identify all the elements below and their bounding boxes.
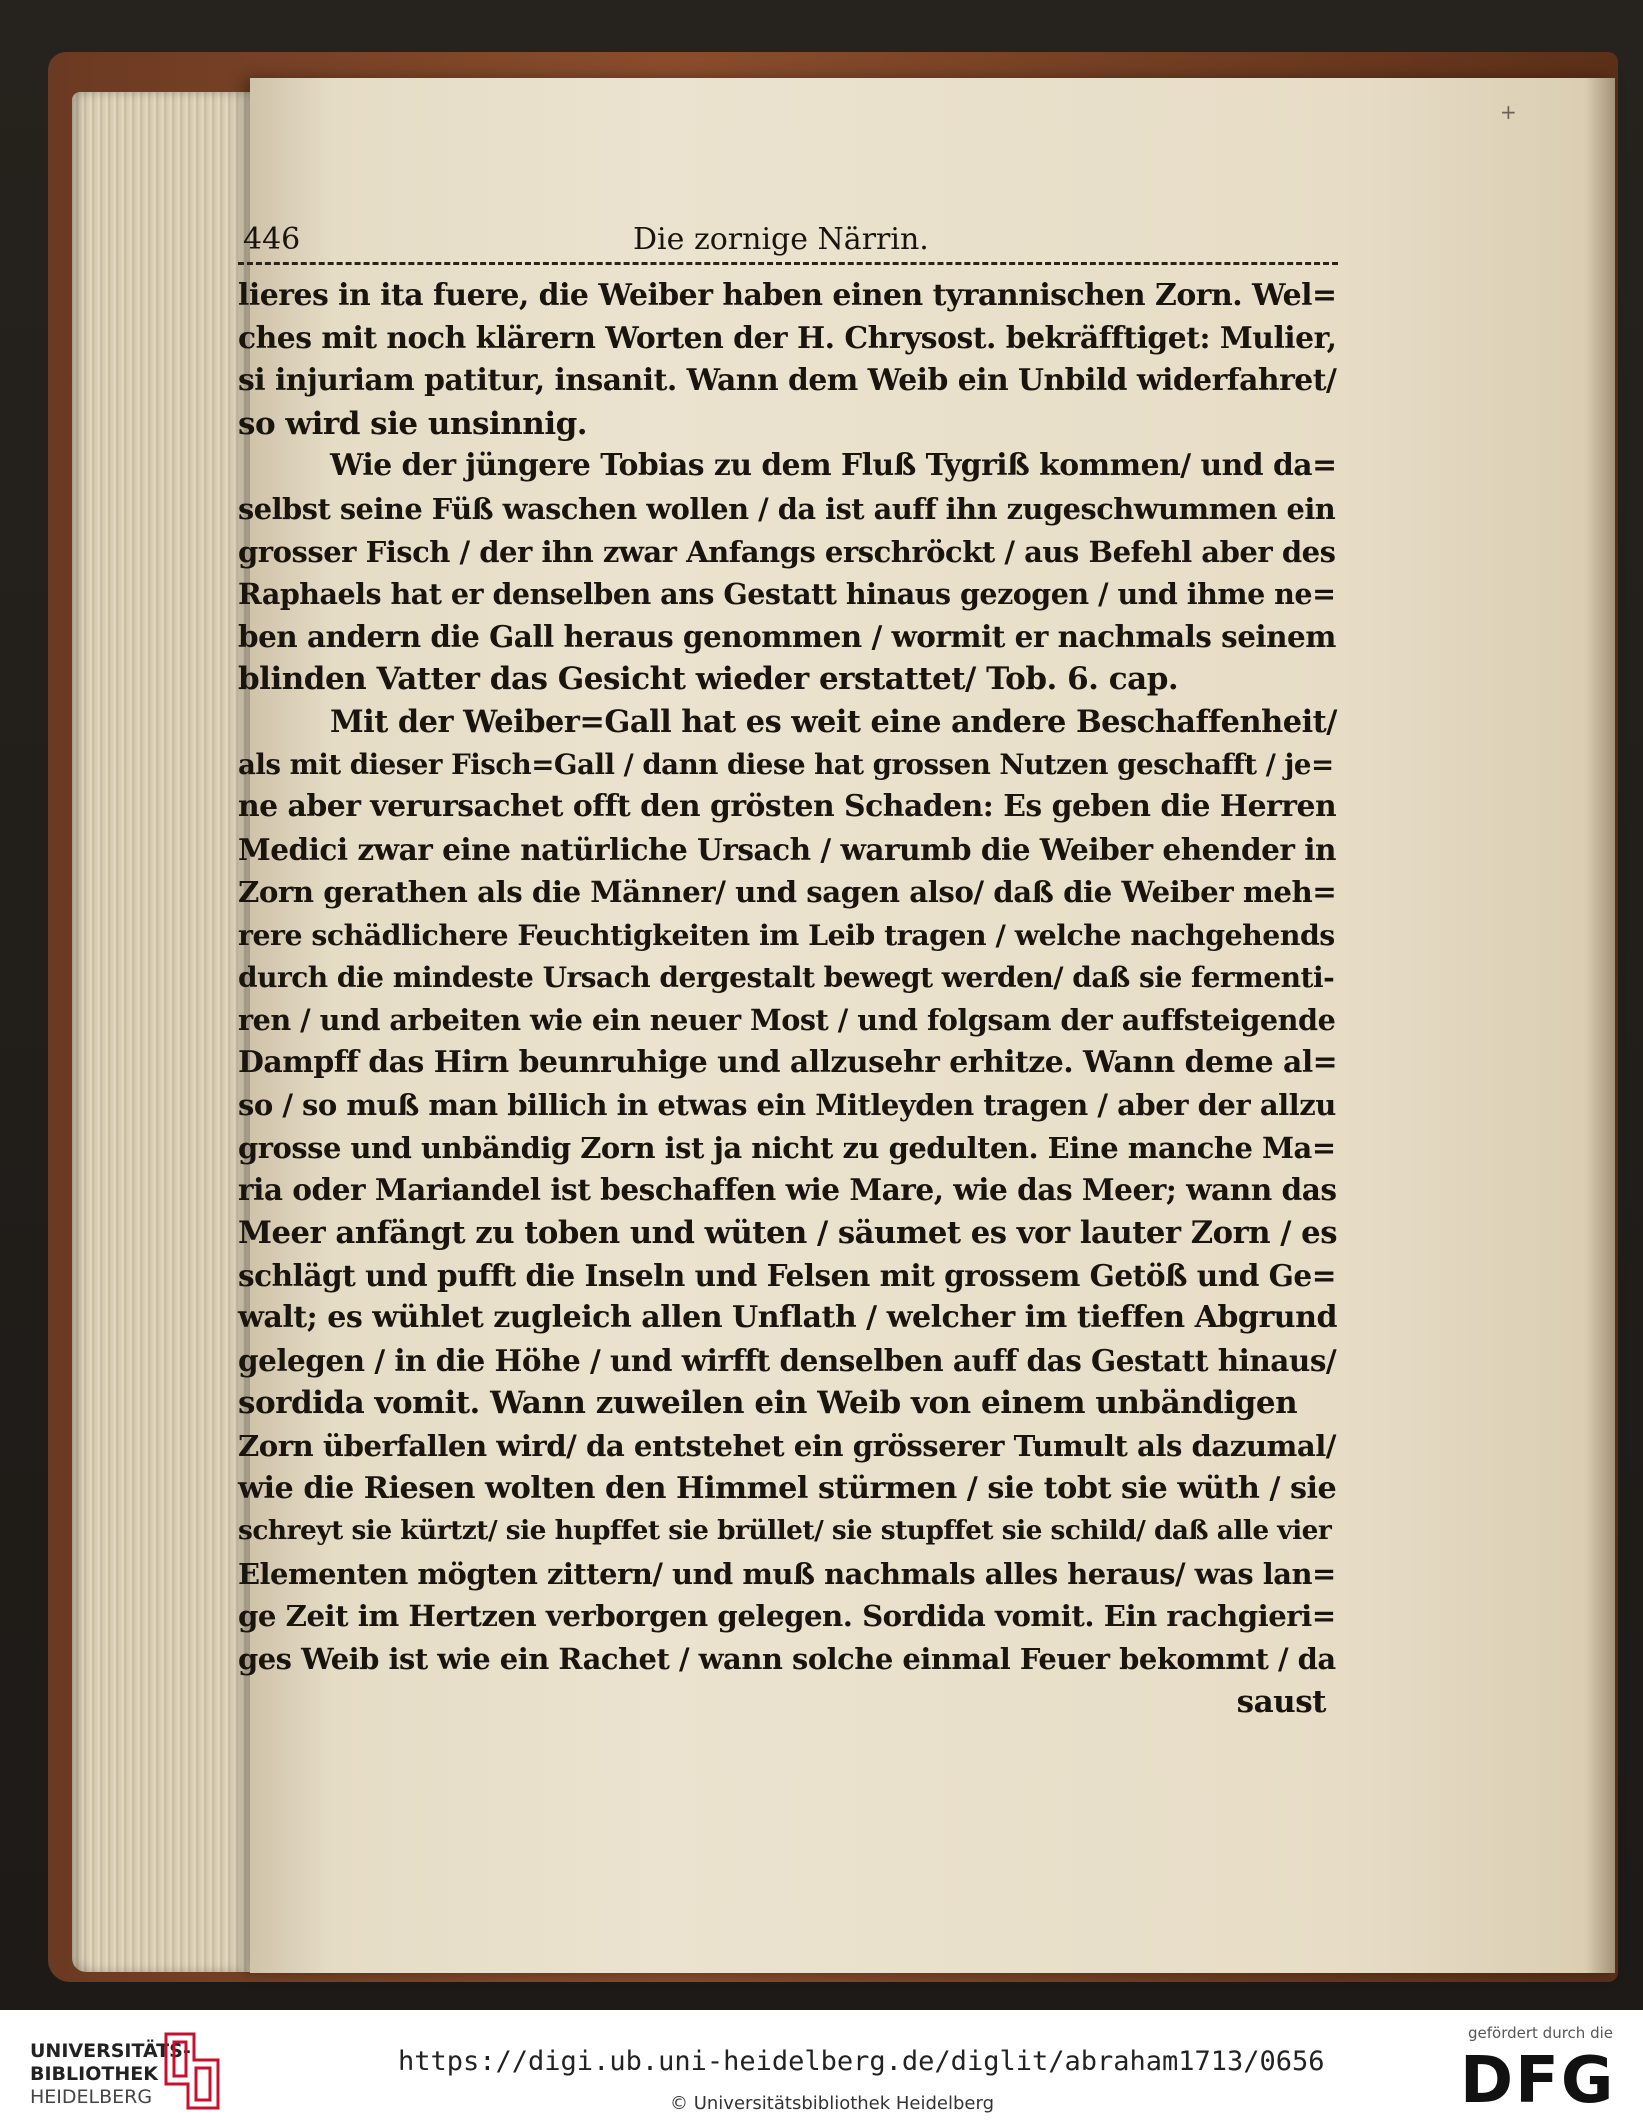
page-gutter (1585, 78, 1615, 1973)
text-line: Medici zwar eine natürliche Ursach / warumb die Weiber ehender in (238, 831, 1336, 867)
funded-by-label: gefördert durch die (1468, 2024, 1613, 2042)
dfg-logo: DFG (1460, 2044, 1616, 2118)
text-line: Zorn gerathen als die Männer/ und sagen also/ daß die Weiber meh= (238, 875, 1337, 910)
library-name-line3: HEIDELBERG (30, 2086, 153, 2108)
running-head-title: Die zornige Närrin. (633, 222, 929, 257)
body-text (238, 275, 1338, 1681)
text-line: gelegen / in die Höhe / und wirfft denselben auff das Gestatt hinaus/ (238, 1342, 1337, 1378)
text-line: sordida vomit. Wann zuweilen ein Weib von einem unbändigen (238, 1385, 1298, 1422)
text-line: Mit der Weiber=Gall hat es weit eine andere Beschaffenheit/ (330, 703, 1337, 740)
text-line: Zorn überfallen wird/ da entstehet ein grösserer Tumult als dazumal/ (238, 1429, 1336, 1464)
text-line: schreyt sie kürtzt/ sie hupffet sie brüllet/ sie stupffet sie schild/ daß alle vier (238, 1515, 1332, 1547)
text-line: Elementen mögten zittern/ und muß nachmals alles heraus/ was lan= (238, 1556, 1336, 1591)
library-name-line2: BIBLIOTHEK (30, 2063, 158, 2085)
text-line: so / so muß man billich in etwas ein Mitleyden tragen / aber der allzu (238, 1088, 1336, 1123)
catchword: saust (1236, 1683, 1326, 1720)
text-line: als mit dieser Fisch=Gall / dann diese hat grossen Nutzen geschafft / je= (238, 747, 1334, 781)
text-line: grosser Fisch / der ihn zwar Anfangs erschröckt / aus Befehl aber des (238, 534, 1336, 569)
text-line: Meer anfängt zu toben und wüten / säumet es vor lauter Zorn / es (238, 1215, 1337, 1252)
text-line: ges Weib ist wie ein Rachet / wann solche einmal Feuer bekommt / da (238, 1642, 1336, 1676)
pencil-mark: + (1500, 100, 1517, 124)
copyright-notice: © Universitätsbibliothek Heidelberg (670, 2093, 995, 2114)
text-line: ren / und arbeiten wie ein neuer Most / und folgsam der auffsteigende (238, 1003, 1336, 1038)
running-head (238, 214, 1338, 260)
header-rule (238, 262, 1338, 265)
text-line: schlägt und pufft die Inseln und Felsen mit grossem Getöß und Ge= (238, 1257, 1336, 1293)
text-line: walt; es wühlet zugleich allen Unflath / welcher im tieffen Abgrund (238, 1300, 1338, 1336)
text-block (238, 214, 1338, 1723)
text-line: ne aber verursachet offt den grösten Schaden: Es geben die Herren (238, 789, 1337, 825)
text-line: ria oder Mariandel ist beschaffen wie Mare, wie das Meer; wann das (238, 1172, 1337, 1208)
text-line: grosse und unbändig Zorn ist ja nicht zu gedulten. Eine manche Ma= (238, 1130, 1336, 1165)
text-line: ben andern die Gall heraus genommen / wormit er nachmals seinem (238, 618, 1336, 654)
text-line: wie die Riesen wolten den Himmel stürmen / sie tobt sie wüth / sie (238, 1470, 1337, 1506)
text-line: Wie der jüngere Tobias zu dem Fluß Tygriß kommen/ und da= (330, 448, 1337, 484)
page-number: 446 (243, 222, 301, 257)
text-line: Dampff das Hirn beunruhige und allzusehr erhitze. Wann deme al= (238, 1044, 1338, 1080)
text-line: lieres in ita fuere, die Weiber haben einen tyrannischen Zorn. Wel= (238, 278, 1337, 313)
text-line: Raphaels hat er denselben ans Gestatt hinaus gezogen / und ihme ne= (238, 577, 1336, 612)
text-line: so wird sie unsinnig. (238, 405, 588, 442)
text-line: rere schädlichere Feuchtigkeiten im Leib tragen / welche nachgehends (238, 917, 1335, 952)
text-line: ches mit noch klärern Worten der H. Chrysost. bekräfftiget: Mulier, (238, 320, 1337, 356)
text-line: ge Zeit im Hertzen verborgen gelegen. Sordida vomit. Ein rachgieri= (238, 1599, 1336, 1634)
document-url-link[interactable]: https://digi.ub.uni-heidelberg.de/diglit/abraham1713/0656 (398, 2046, 1325, 2077)
text-line: durch die mindeste Ursach dergestalt bewegt werden/ daß sie fermenti- (238, 960, 1335, 994)
library-logo-icon (158, 2030, 224, 2112)
library-name-line1: UNIVERSITÄTS- (30, 2040, 191, 2062)
text-line: si injuriam patitur, insanit. Wann dem Weib ein Unbild widerfahret/ (238, 363, 1337, 399)
footer-bar (0, 2010, 1643, 2127)
text-line: blinden Vatter das Gesicht wieder erstattet/ Tob. 6. cap. (238, 661, 1179, 698)
text-line: selbst seine Füß waschen wollen / da ist auff ihn zugeschwummen ein (238, 491, 1336, 526)
